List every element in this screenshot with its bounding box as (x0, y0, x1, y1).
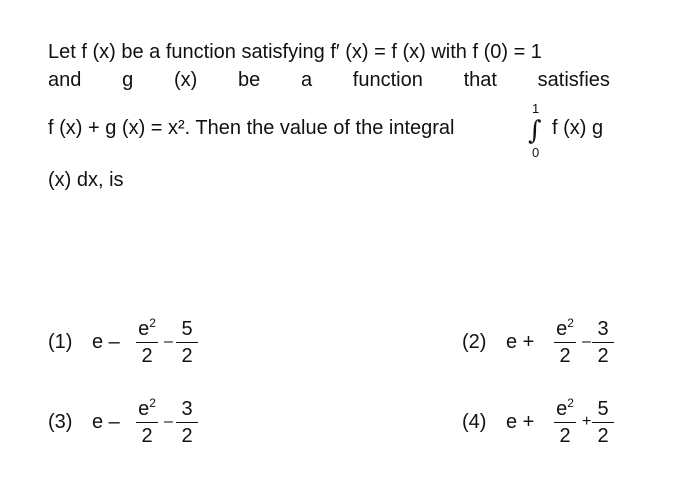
fraction-numerator: 3 (181, 398, 193, 420)
question-word: a (300, 69, 313, 91)
question-word: be (237, 69, 261, 91)
question-line-2 (48, 68, 610, 92)
fraction-bar (176, 422, 198, 423)
fraction-bar (176, 342, 198, 343)
fraction-bar (136, 342, 158, 343)
fraction-denominator: 2 (559, 345, 571, 367)
option-lead-term: e – (92, 331, 120, 353)
fraction-numerator: 5 (181, 318, 193, 340)
option-number: (2) (462, 331, 487, 353)
operator: – (164, 333, 173, 350)
integrand: f (x) g (552, 117, 604, 139)
fraction-bar (592, 422, 614, 423)
operator: – (582, 333, 591, 350)
fraction-denominator: 2 (597, 425, 609, 447)
fraction-constant (592, 318, 614, 367)
option-number: (3) (48, 411, 73, 433)
option-lead-term: e + (506, 411, 535, 433)
fraction-bar (136, 422, 158, 423)
question-word: and (48, 69, 82, 91)
fraction-numerator: 3 (597, 318, 609, 340)
question-line-1: Let f (x) be a function satisfying f′ (x) = f (x) with f (0) = 1 (48, 41, 542, 63)
question-word: (x) (173, 69, 198, 91)
question-word: function (352, 69, 423, 91)
question-line-4: (x) dx, is (48, 169, 124, 191)
fraction-e-squared (554, 398, 576, 447)
question-line-3: f (x) + g (x) = x². Then the value of the integral (48, 117, 455, 139)
option-lead-term: e + (506, 331, 535, 353)
option-lead-term: e – (92, 411, 120, 433)
question-word: satisfies (537, 69, 610, 91)
question-word: g (122, 69, 134, 91)
integral-sign-icon: ∫ (528, 116, 542, 146)
fraction-bar (554, 422, 576, 423)
fraction-e-squared (554, 318, 576, 367)
fraction-e-squared (136, 398, 158, 447)
option-number: (4) (462, 411, 487, 433)
fraction-denominator: 2 (141, 345, 153, 367)
fraction-constant (592, 398, 614, 447)
fraction-denominator: 2 (181, 345, 193, 367)
fraction-denominator: 2 (141, 425, 153, 447)
fraction-numerator: $e^2$ (556, 316, 574, 340)
integral-lower-limit: 0 (532, 145, 540, 160)
fraction-denominator: 2 (559, 425, 571, 447)
fraction-constant (176, 398, 198, 447)
fraction-e-squared (136, 318, 158, 367)
fraction-numerator: $e^2$ (556, 396, 574, 420)
fraction-numerator: 5 (597, 398, 609, 420)
operator: + (582, 413, 592, 430)
fraction-constant (176, 318, 198, 367)
integral-symbol (526, 102, 546, 162)
operator: – (164, 413, 173, 430)
fraction-denominator: 2 (597, 345, 609, 367)
fraction-numerator: $e^2$ (138, 316, 156, 340)
question-word: that (463, 69, 497, 91)
fraction-bar (554, 342, 576, 343)
fraction-bar (592, 342, 614, 343)
integral-upper-limit: 1 (532, 101, 540, 116)
option-number: (1) (48, 331, 73, 353)
fraction-denominator: 2 (181, 425, 193, 447)
fraction-numerator: $e^2$ (138, 396, 156, 420)
